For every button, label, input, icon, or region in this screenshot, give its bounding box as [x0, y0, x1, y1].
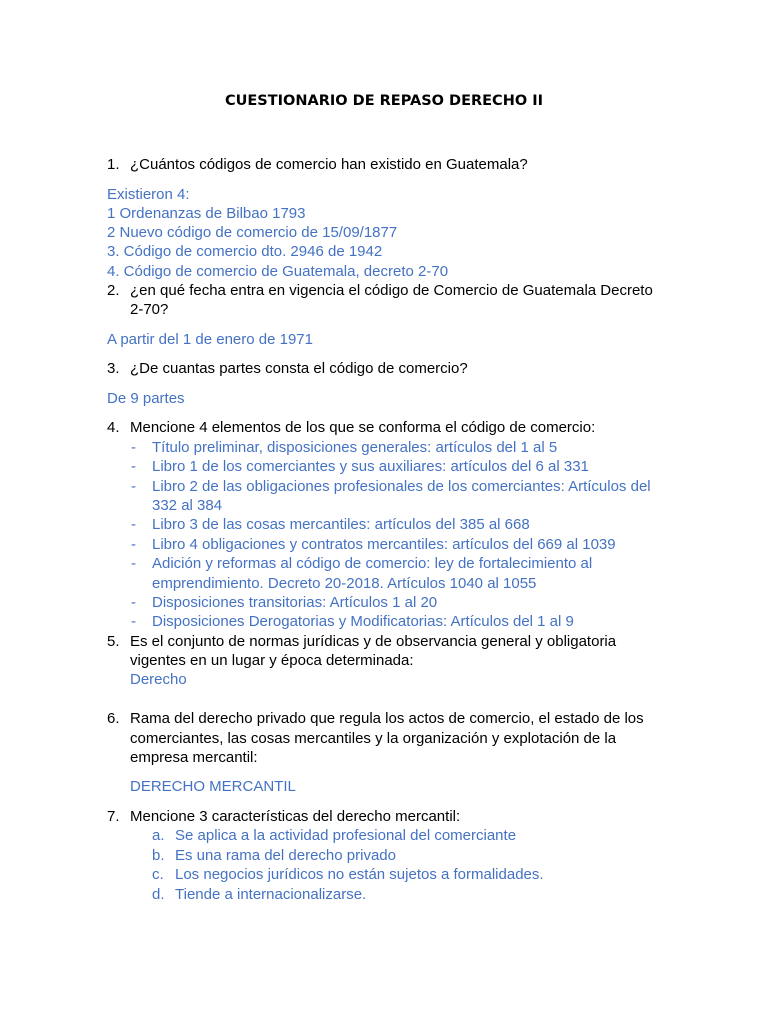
q2-number: 2. [107, 282, 120, 299]
q7-item-letter: d. [152, 886, 165, 903]
q1-answer-line: 2 Nuevo código de comercio de 15/09/1877 [107, 224, 398, 241]
q2-question-line: ¿en qué fecha entra en vigencia el código de Comercio de Guatemala Decreto [130, 282, 653, 299]
q4-bullet: - [131, 478, 136, 495]
q7-question: Mencione 3 características del derecho mercantil: [130, 808, 461, 825]
q6-question-line: empresa mercantil: [130, 749, 258, 766]
q4-item: Libro 1 de los comerciantes y sus auxiliares: artículos del 6 al 331 [152, 458, 589, 475]
q7-item: Los negocios jurídicos no están sujetos a formalidades. [175, 866, 544, 883]
q4-item: Libro 2 de las obligaciones profesionales de los comerciantes: Artículos del [152, 478, 651, 495]
q5-number: 5. [107, 633, 120, 650]
q5-question-line: Es el conjunto de normas jurídicas y de observancia general y obligatoria [130, 633, 617, 650]
q4-item: Adición y reformas al código de comercio: ley de fortalecimiento al [152, 555, 593, 572]
q1-answer-line: 4. Código de comercio de Guatemala, decreto 2-70 [107, 263, 449, 280]
q1-answer-line: 1 Ordenanzas de Bilbao 1793 [107, 205, 306, 222]
q4-bullet: - [131, 536, 136, 553]
q4-question: Mencione 4 elementos de los que se conforma el código de comercio: [130, 419, 596, 436]
q1-question: ¿Cuántos códigos de comercio han existido en Guatemala? [130, 156, 528, 173]
q6-answer: DERECHO MERCANTIL [130, 778, 296, 795]
q7-item-letter: c. [152, 866, 164, 883]
q4-bullet: - [131, 439, 136, 456]
q6-question-line: Rama del derecho privado que regula los actos de comercio, el estado de los [130, 710, 644, 727]
q4-bullet: - [131, 458, 136, 475]
q5-answer: Derecho [130, 671, 187, 688]
q5-question-line: vigentes en un lugar y época determinada: [130, 652, 414, 669]
q7-item-letter: a. [152, 827, 165, 844]
q3-question: ¿De cuantas partes consta el código de comercio? [130, 360, 468, 377]
q4-bullet: - [131, 516, 136, 533]
q1-answer-line: Existieron 4: [107, 186, 190, 203]
q4-bullet: - [131, 594, 136, 611]
q7-item: Es una rama del derecho privado [175, 847, 396, 864]
q4-item: Título preliminar, disposiciones generales: artículos del 1 al 5 [152, 439, 558, 456]
q6-number: 6. [107, 710, 120, 727]
q4-bullet: - [131, 555, 136, 572]
q7-item: Tiende a internacionalizarse. [175, 886, 367, 903]
document-title: CUESTIONARIO DE REPASO DERECHO II [224, 93, 544, 109]
q2-question-line: 2-70? [130, 301, 169, 318]
q3-answer: De 9 partes [107, 390, 185, 407]
q4-item: Libro 3 de las cosas mercantiles: artículos del 385 al 668 [152, 516, 530, 533]
q7-number: 7. [107, 808, 120, 825]
q4-item: Disposiciones Derogatorias y Modificatorias: Artículos del 1 al 9 [152, 613, 574, 630]
q2-answer: A partir del 1 de enero de 1971 [107, 331, 313, 348]
q4-number: 4. [107, 419, 120, 436]
q4-item: Libro 4 obligaciones y contratos mercantiles: artículos del 669 al 1039 [152, 536, 616, 553]
q7-item-letter: b. [152, 847, 165, 864]
q4-item-continuation: emprendimiento. Decreto 20-2018. Artículos 1040 al 1055 [152, 575, 537, 592]
q3-number: 3. [107, 360, 120, 377]
q1-number: 1. [107, 156, 120, 173]
q4-item: Disposiciones transitorias: Artículos 1 al 20 [152, 594, 438, 611]
q1-answer-line: 3. Código de comercio dto. 2946 de 1942 [107, 243, 383, 260]
q6-question-line: comerciantes, las cosas mercantiles y la organización y explotación de la [130, 730, 617, 747]
q4-bullet: - [131, 613, 136, 630]
q4-item-continuation: 332 al 384 [152, 497, 223, 514]
q7-item: Se aplica a la actividad profesional del comerciante [175, 827, 517, 844]
